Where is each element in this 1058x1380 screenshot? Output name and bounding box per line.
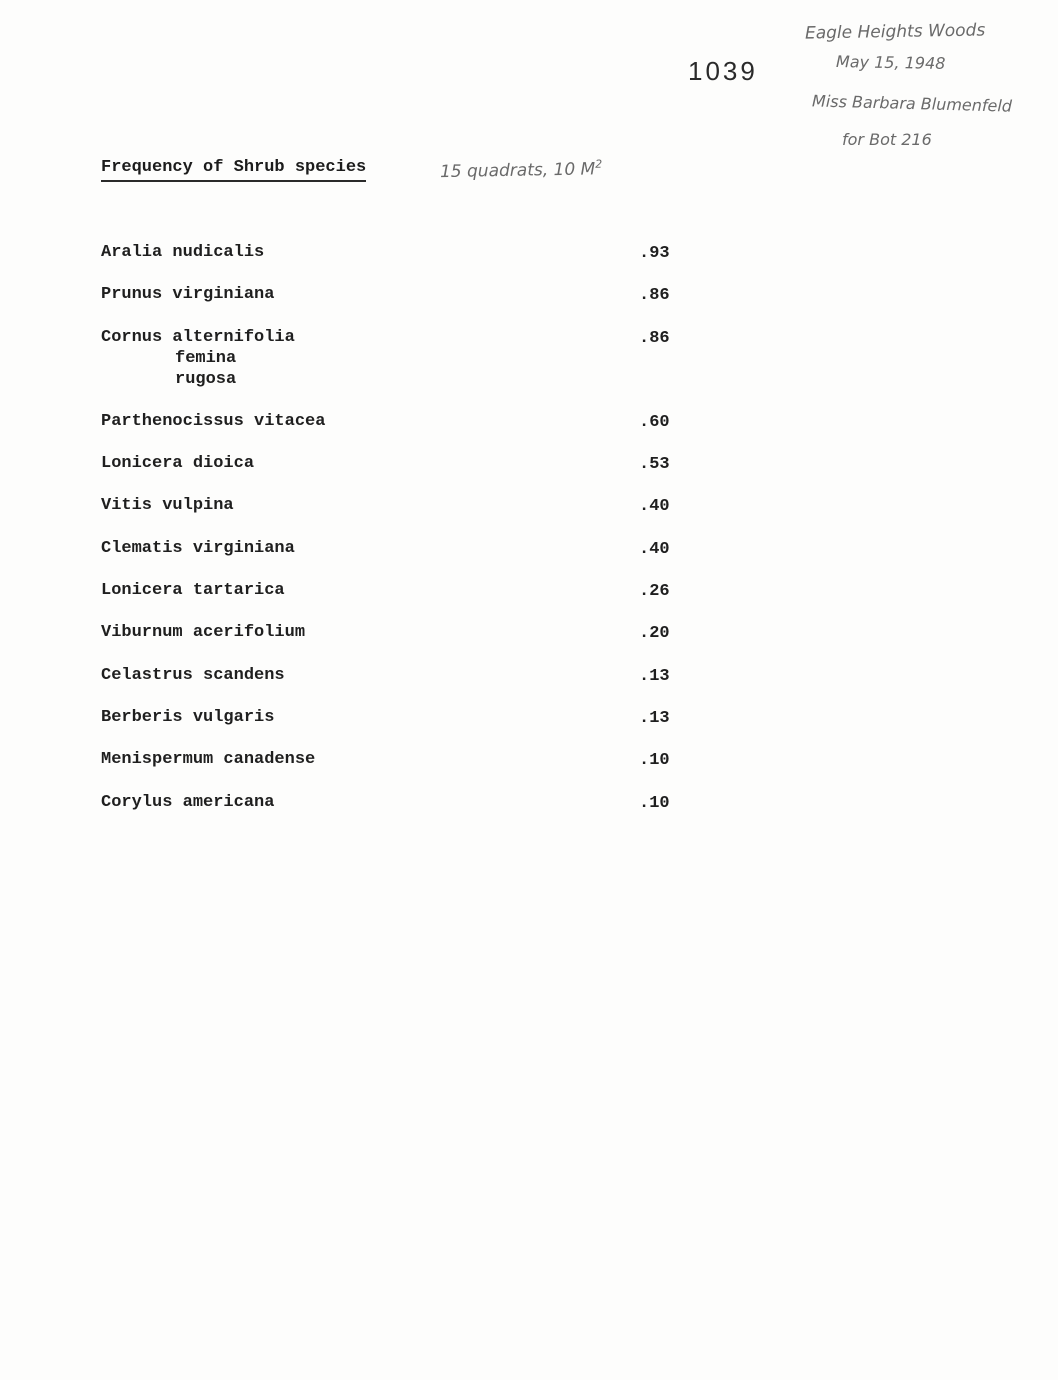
quadrats-note-text: 15 quadrats, 10 M	[439, 159, 596, 183]
frequency-value: .13	[639, 708, 670, 728]
frequency-value: .53	[639, 455, 670, 475]
frequency-value: .86	[639, 286, 670, 306]
species-row	[101, 495, 701, 516]
species-name: Cornus alternifolia	[101, 327, 295, 347]
species-row	[101, 284, 701, 305]
species-name: Berberis vulgaris	[101, 707, 275, 727]
frequency-value: .40	[639, 497, 670, 517]
species-row	[101, 707, 701, 728]
quadrats-note-superscript: 2	[595, 157, 603, 171]
page-title: Frequency of Shrub species	[101, 158, 366, 182]
species-subname: rugosa	[175, 369, 237, 389]
species-name: Celastrus scandens	[101, 665, 285, 685]
species-row	[101, 242, 701, 263]
species-subname: femina	[175, 348, 237, 368]
species-frequency-list	[101, 242, 701, 834]
handwritten-location: Eagle Heights Woods	[804, 20, 986, 44]
frequency-value: .93	[639, 244, 670, 263]
species-name: Lonicera tartarica	[101, 581, 285, 601]
handwritten-course: for Bot 216	[842, 130, 932, 149]
frequency-value: .86	[639, 328, 670, 348]
species-row	[101, 622, 701, 643]
handwritten-date: May 15, 1948	[835, 52, 946, 73]
species-row	[101, 538, 701, 559]
species-name: Vitis vulpina	[101, 496, 234, 516]
species-row	[101, 792, 701, 813]
species-name: Clematis virginiana	[101, 538, 295, 558]
frequency-value: .40	[639, 539, 670, 559]
species-row	[101, 665, 701, 686]
species-name: Corylus americana	[101, 792, 275, 812]
catalog-number: 1039	[688, 56, 758, 86]
species-row	[101, 411, 701, 432]
frequency-value: .13	[639, 666, 670, 686]
frequency-value: .10	[639, 793, 670, 813]
species-row	[101, 580, 701, 601]
species-name: Prunus virginiana	[101, 285, 275, 305]
handwritten-author: Miss Barbara Blumenfeld	[811, 91, 1013, 116]
frequency-value: .26	[639, 582, 670, 602]
species-row	[101, 453, 701, 474]
handwritten-quadrats-note	[440, 158, 603, 182]
species-name: Parthenocissus vitacea	[101, 411, 326, 431]
species-name: Viburnum acerifolium	[101, 623, 306, 643]
species-name: Menispermum canadense	[101, 750, 316, 770]
species-name: Aralia nudicalis	[101, 243, 265, 262]
species-row	[101, 327, 701, 390]
frequency-value: .10	[639, 751, 670, 771]
species-row	[101, 749, 701, 770]
frequency-value: .60	[639, 412, 670, 432]
frequency-value: .20	[639, 624, 670, 644]
species-name: Lonicera dioica	[101, 454, 255, 474]
